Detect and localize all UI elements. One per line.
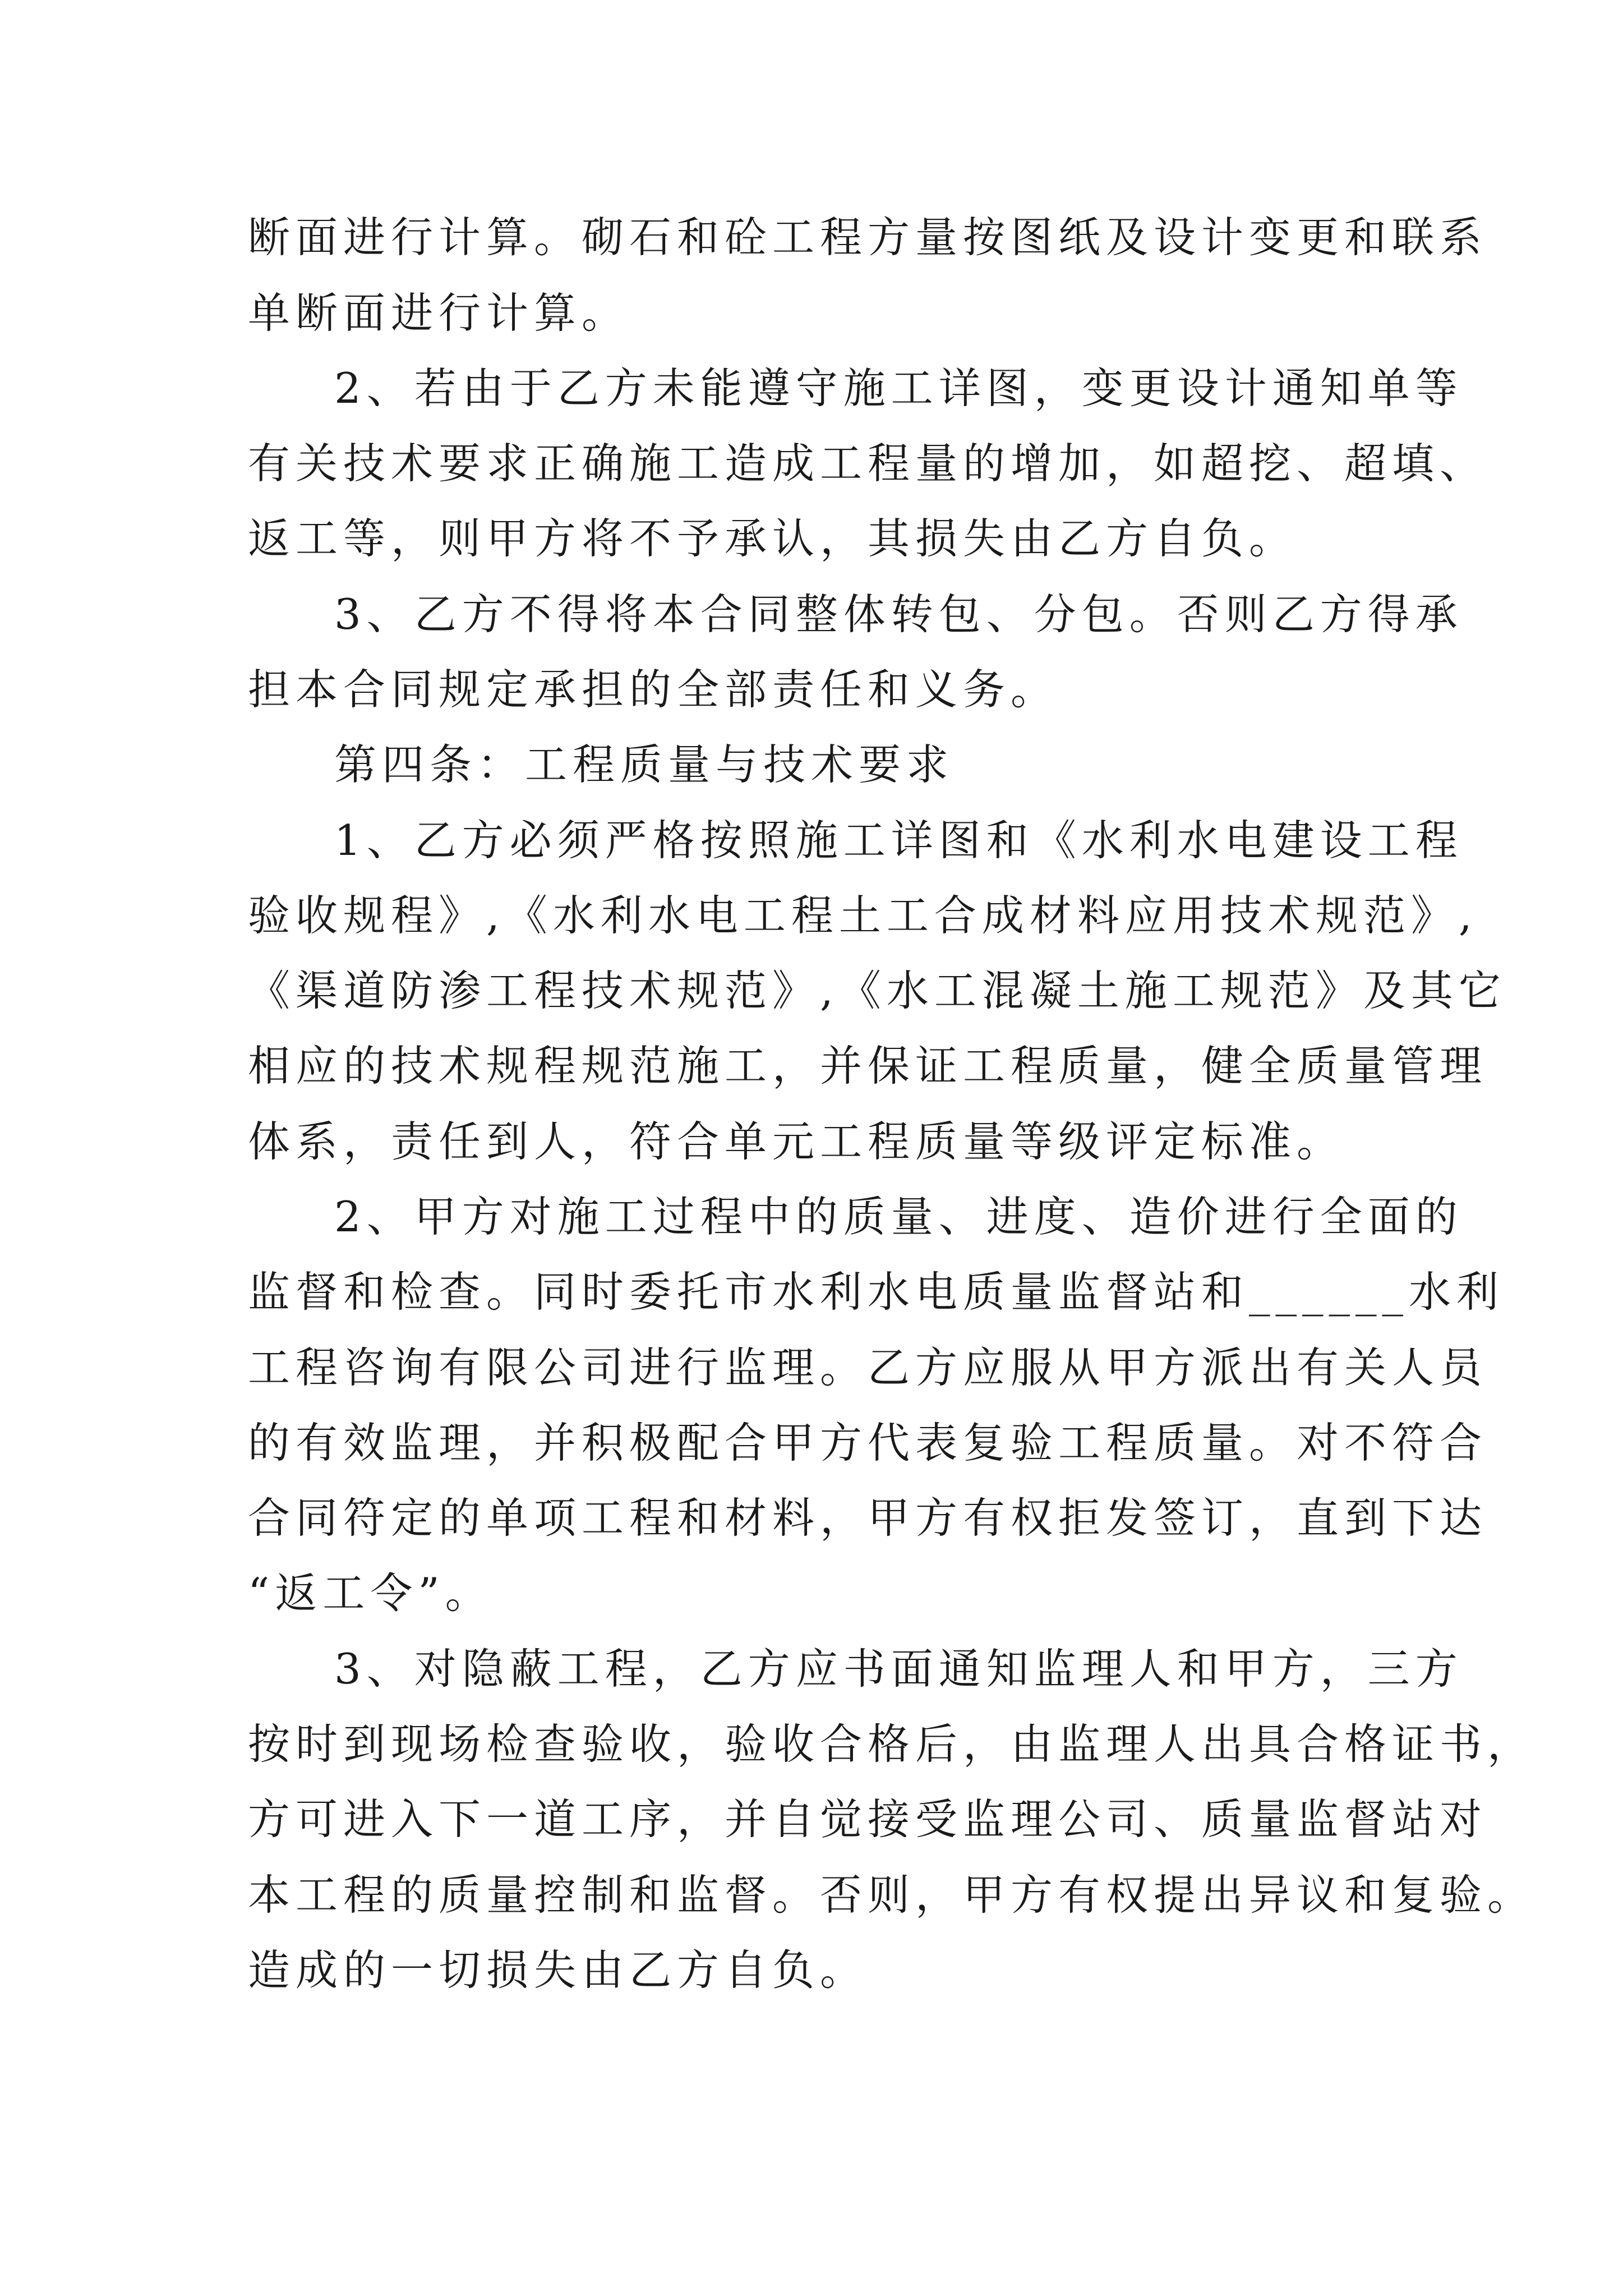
text-line: 《渠道防渗工程技术规范》,《水工混凝土施工规范》及其它 [248, 966, 1506, 1015]
text-line: 工程咨询有限公司进行监理。乙方应服从甲方派出有关人员 [248, 1343, 1488, 1392]
text-line: 验收规程》,《水利水电工程土工合成材料应用技术规范》, [248, 891, 1478, 940]
text-line: “返工令”。 [248, 1568, 493, 1618]
text-line: 单断面进行计算。 [248, 288, 630, 338]
text-line: 本工程的质量控制和监督。否则，甲方有权提出异议和复验。 [248, 1870, 1536, 1920]
text-line: 有关技术要求正确施工造成工程量的增加，如超挖、超填、 [248, 439, 1488, 488]
text-line: 3、乙方不得将本合同整体转包、分包。否则乙方得承 [334, 590, 1463, 639]
text-line: 断面进行计算。砌石和砼工程方量按图纸及设计变更和联系 [248, 213, 1488, 262]
text-line: 3、对隐蔽工程，乙方应书面通知监理人和甲方，三方 [334, 1644, 1463, 1694]
text-line: 体系，责任到人，符合单元工程质量等级评定标准。 [248, 1117, 1345, 1166]
text-line: 造成的一切损失由乙方自负。 [248, 1945, 868, 1995]
text-line: 返工等，则甲方将不予承认，其损失由乙方自负。 [248, 514, 1297, 563]
text-line: 相应的技术规程规范施工，并保证工程质量，健全质量管理 [248, 1041, 1488, 1091]
text-line: 担本合同规定承担的全部责任和义务。 [248, 665, 1059, 714]
section-heading: 第四条：工程质量与技术要求 [334, 740, 955, 789]
text-line: 按时到现场检查验收，验收合格后，由监理人出具合格证书， [248, 1719, 1536, 1769]
text-line: 合同符定的单项工程和材料，甲方有权拒发签订，直到下达 [248, 1493, 1488, 1543]
text-line: 2、甲方对施工过程中的质量、进度、造价进行全面的 [334, 1192, 1463, 1241]
text-line: 1、乙方必须严格按照施工详图和《水利水电建设工程 [334, 816, 1463, 865]
text-line: 监督和检查。同时委托市水利水电质量监督站和______水利 [248, 1267, 1505, 1317]
text-line: 的有效监理，并积极配合甲方代表复验工程质量。对不符合 [248, 1418, 1488, 1467]
text-line: 2、若由于乙方未能遵守施工详图，变更设计通知单等 [334, 364, 1463, 413]
text-line: 方可进入下一道工序，并自觉接受监理公司、质量监督站对 [248, 1795, 1488, 1844]
